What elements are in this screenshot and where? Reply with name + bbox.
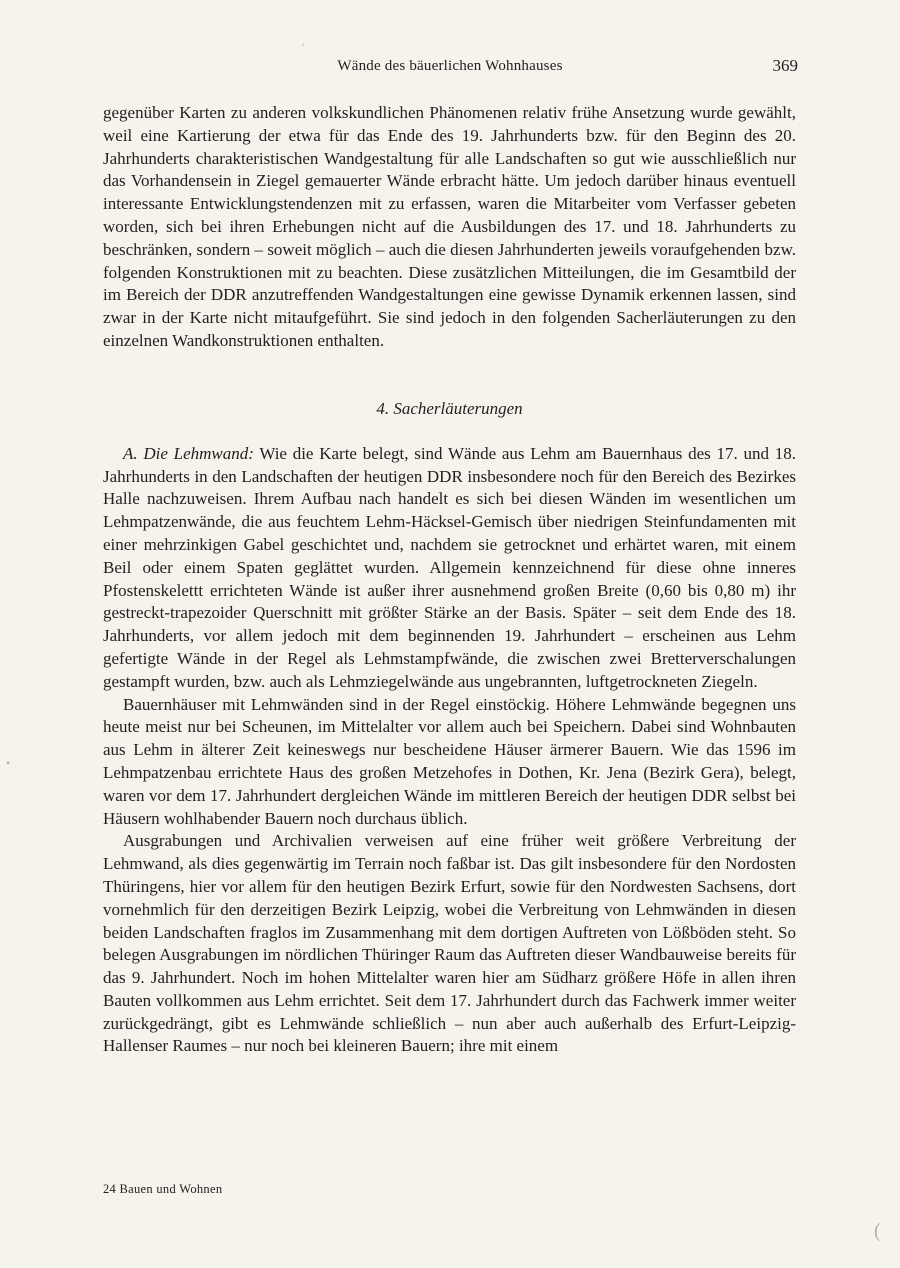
paragraph-intro: gegenüber Karten zu anderen volkskundlichen Phänomenen relativ frühe Ansetzung wurde gewählt, weil eine Kartierung der etwa für das Ende des 19. Jahrhunderts bzw. für den Beginn des 20. Jahrhunderts charakteristischen Wandgestaltung für alle Landschaften so gut wie ausschließlich nur das Vorhandensein in Ziegel gemauerter Wände erbracht hätte. Um jedoch darüber hinaus eventuell interessante Entwicklungstendenzen mit zu erfassen, waren die Mitarbeiter vom Verfasser gebeten worden, sich bei ihren Erhebungen nicht auf die Ausbildungen des 17. und 18. Jahrhunderts zu beschränken, sondern – soweit möglich – auch die diesen Jahrhunderten jeweils voraufgehenden bzw. folgenden Konstruktionen mit zu beachten. Diese zusätzlichen Mitteilungen, die im Gesamtbild der im Bereich der DDR anzutreffenden Wandgestaltungen eine gewisse Dynamik erkennen lassen, sind zwar in der Karte nicht mitaufgeführt. Sie sind jedoch in den folgenden Sacherläuterungen zu den einzelnen Wandkonstruktionen enthalten. — [103, 103, 796, 350]
paper-speck: • — [6, 756, 11, 770]
paper-speck: ( — [874, 1220, 881, 1242]
paragraph-lead-label: A. Die Lehmwand: — [123, 443, 254, 463]
paragraph-ausgrabungen: Ausgrabungen und Archivalien verweisen auf eine früher weit größere Verbreitung der Lehmwand, als dies gegenwärtig im Terrain noch faßbar ist. Das gilt insbesondere für den Nordosten Thüringens, hier vor allem für den heutigen Bezirk Erfurt, sowie für den Nordwesten Sachsens, dort vornehmlich für den derzeitigen Bezirk Leipzig, wobei die Verbreitung von Lehmwänden in diesen beiden Landschaften fraglos im Zusammenhang mit dem dortigen Auftreten von Lößböden steht. So belegen Ausgrabungen im nördlichen Thüringer Raum das Auftreten dieser Wandbauweise bereits für das 9. Jahrhundert. Noch im hohen Mittelalter waren hier am Südharz größere Höfe in allen ihren Bauten vollkommen aus Lehm errichtet. Seit dem 17. Jahrhundert durch das Fachwerk immer weiter zurückgedrängt, gibt es Lehmwände schließlich – nun aber auch außerhalb des Erfurt-Leipzig-Hallenser Raumes – nur noch bei kleineren Bauern; ihre mit einem — [103, 831, 796, 1056]
running-title: Wände des bäuerlichen Wohnhauses — [337, 58, 563, 74]
paragraph-lehmwand-text: Wie die Karte belegt, sind Wände aus Lehm am Bauernhaus des 17. und 18. Jahrhunderts in den Landschaften der heutigen DDR insbesondere noch für den Bereich des Bezirkes Halle nachzuweisen. Ihrem Aufbau nach handelt es sich bei diesen Wänden im wesentlichen um Lehmpatzenwände, die aus feuchtem Lehm-Häcksel-Gemisch über niedrigen Steinfundamenten mit einer mehrzinkigen Gabel geschichtet und, nachdem sie getrocknet und erhärtet waren, mit einem Beil oder einem Spaten geglättet wurden. Allgemein kennzeichnend für diese ohne inneres Pfostenskelettt errichteten Wände ist außer ihrer ausnehmend großen Breite (0,60 bis 0,80 m) ihr gestreckt-trapezoider Querschnitt mit größter Stärke an der Basis. Später – seit dem Ende des 18. Jahrhunderts, vor allem jedoch mit dem beginnenden 19. Jahrhundert – erscheinen aus Lehm gefertigte Wände in der Regel als Lehmstampfwände, die zwischen zwei Bretterverschalungen gestampft wurden, bzw. auch als Lehmziegelwände aus ungebrannten, luftgetrockneten Ziegeln. — [103, 443, 796, 691]
paragraph-lehmwand — [103, 443, 796, 694]
paragraph-bauernhaeuser: Bauernhäuser mit Lehmwänden sind in der Regel einstöckig. Höhere Lehmwände begegnen uns heute meist nur bei Scheunen, im Mittelalter vor allem auch bei Speichern. Dabei sind Wohnbauten aus Lehm in älterer Zeit keineswegs nur bescheidene Häuser ärmerer Bauern. Wie das 1596 im Lehmpatzenbau errichtete Haus des großen Metzehofes in Dothen, Kr. Jena (Bezirk Gera), belegt, waren vor dem 17. Jahrhundert dergleichen Wände im mittleren Bereich der heutigen DDR selbst bei Häusern wohlhabender Bauern noch durchaus üblich. — [103, 694, 796, 828]
page-header — [100, 58, 800, 82]
signature-line: 24 Bauen und Wohnen — [103, 1182, 223, 1196]
page-number: 369 — [772, 56, 798, 75]
body-text — [103, 102, 796, 1058]
paper-speck: ' — [302, 40, 305, 54]
section-heading: 4. Sacherläuterungen — [376, 398, 523, 418]
